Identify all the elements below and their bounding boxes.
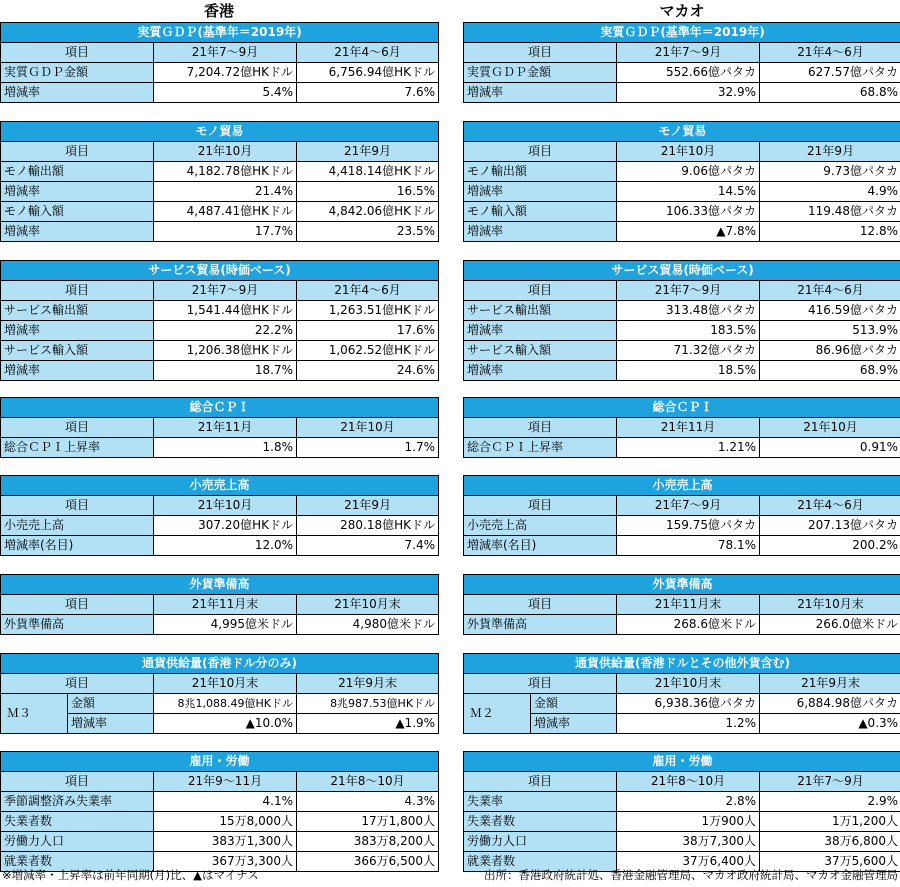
macao-cpi-table <box>463 397 900 458</box>
row-label: 外貨準備高 <box>464 615 617 635</box>
row-label: 失業率 <box>464 792 617 812</box>
macao-services-trade-table <box>463 260 900 381</box>
table-row <box>464 63 900 83</box>
row-label: サービス輸入額 <box>1 341 154 361</box>
table-row <box>464 182 900 202</box>
cell-value: 1,062.52億HKドル <box>297 341 439 361</box>
cell-value: 38万6,800人 <box>760 832 900 852</box>
column-header: 21年4～6月 <box>760 281 900 301</box>
row-label: 失業者数 <box>464 812 617 832</box>
table-row <box>1 615 439 635</box>
cell-value: 9.73億パタカ <box>760 162 900 182</box>
column-header: 21年10月 <box>760 418 900 438</box>
cell-value: 78.1% <box>617 536 760 556</box>
cell-value: 14.5% <box>617 182 760 202</box>
column-header: 21年4～6月 <box>760 496 900 516</box>
cell-value: 307.20億HKドル <box>154 516 297 536</box>
table-row <box>1 792 439 812</box>
table-row <box>1 361 439 381</box>
source-note: 出所：香港政府統計処、香港金融管理局、マカオ政府統計局、マカオ金融管理局 <box>484 868 898 882</box>
cell-value: 17.6% <box>297 321 439 341</box>
cell-value: 4,995億米ドル <box>154 615 297 635</box>
column-header: 21年11月 <box>154 418 297 438</box>
table-row <box>1 438 439 458</box>
row-label: 増減率 <box>1 182 154 202</box>
cell-value: 8兆987.53億HKドル <box>297 694 439 714</box>
column-header: 項目 <box>1 418 154 438</box>
cell-value: 106.33億パタカ <box>617 202 760 222</box>
table-row <box>1 341 439 361</box>
hong-kong-title: 香港 <box>203 2 234 20</box>
cell-value: 4,487.41億HKドル <box>154 202 297 222</box>
cell-value: 1.8% <box>154 438 297 458</box>
column-header: 21年7～9月 <box>617 281 760 301</box>
column-header: 項目 <box>464 496 617 516</box>
table-title: 外貨準備高 <box>1 575 439 595</box>
table-title: サービス貿易(時価ベース) <box>464 261 900 281</box>
cell-value: 6,938.36億パタカ <box>617 694 760 714</box>
row-label: 増減率 <box>464 182 617 202</box>
column-header: 21年10月 <box>617 142 760 162</box>
cell-value: 183.5% <box>617 321 760 341</box>
table-title: モノ貿易 <box>1 122 439 142</box>
cell-value: 552.66億パタカ <box>617 63 760 83</box>
cell-value: 0.91% <box>760 438 900 458</box>
cell-value: 86.96億パタカ <box>760 341 900 361</box>
column-header: 21年10月末 <box>297 595 439 615</box>
row-label: 増減率 <box>464 361 617 381</box>
table-row <box>1 812 439 832</box>
table-title: 実質ＧＤＰ(基準年＝2019年) <box>464 23 900 43</box>
row-label: 実質ＧＤＰ金額 <box>1 63 154 83</box>
column-header: 21年10月末 <box>760 595 900 615</box>
table-title: 雇用・労働 <box>464 752 900 772</box>
macao-reserves-table <box>463 574 900 635</box>
cell-value: 313.48億パタカ <box>617 301 760 321</box>
cell-value: 9.06億パタカ <box>617 162 760 182</box>
cell-value: 38万7,300人 <box>617 832 760 852</box>
column-header: 21年11月 <box>617 418 760 438</box>
hk-labor-table <box>0 751 439 872</box>
cell-value: ▲0.3% <box>760 714 900 734</box>
column-header: 21年10月 <box>154 142 297 162</box>
row-label: モノ輸出額 <box>464 162 617 182</box>
cell-value: 1万900人 <box>617 812 760 832</box>
table-title: 小売売上高 <box>464 476 900 496</box>
cell-value: 1.2% <box>617 714 760 734</box>
column-header: 21年10月 <box>154 496 297 516</box>
table-row <box>464 321 900 341</box>
column-header: 項目 <box>1 772 154 792</box>
column-header: 21年7～9月 <box>154 43 297 63</box>
macao-retail-table <box>463 475 900 556</box>
table-row <box>464 438 900 458</box>
hk-reserves-table <box>0 574 439 635</box>
cell-value: 280.18億HKドル <box>297 516 439 536</box>
table-row <box>1 301 439 321</box>
group-label: Ｍ３ <box>1 694 68 734</box>
column-header: 項目 <box>464 674 617 694</box>
group-label: Ｍ２ <box>464 694 531 734</box>
column-header: 項目 <box>1 674 154 694</box>
column-header: 項目 <box>1 496 154 516</box>
column-header: 項目 <box>464 142 617 162</box>
hk-services-trade-table <box>0 260 439 381</box>
hk-gdp-table <box>0 22 439 103</box>
cell-value: 366万6,500人 <box>297 852 439 872</box>
cell-value: 17.7% <box>154 222 297 242</box>
cell-value: 119.48億パタカ <box>760 202 900 222</box>
cell-value: 15万8,000人 <box>154 812 297 832</box>
cell-value: 200.2% <box>760 536 900 556</box>
cell-value: 2.9% <box>760 792 900 812</box>
cell-value: 4,418.14億HKドル <box>297 162 439 182</box>
cell-value: 2.8% <box>617 792 760 812</box>
table-row <box>1 321 439 341</box>
table-row <box>1 516 439 536</box>
macao-goods-trade-table <box>463 121 900 242</box>
column-header: 21年10月末 <box>154 674 297 694</box>
table-title: 総合ＣＰＩ <box>464 398 900 418</box>
cell-value: 21.4% <box>154 182 297 202</box>
table-row <box>464 694 900 714</box>
table-row <box>464 301 900 321</box>
cell-value: 6,884.98億パタカ <box>760 694 900 714</box>
cell-value: 37万6,400人 <box>617 852 760 872</box>
table-row <box>464 341 900 361</box>
column-header: 21年7～9月 <box>617 43 760 63</box>
column-header: 21年7～9月 <box>154 281 297 301</box>
hk-retail-table <box>0 475 439 556</box>
row-label: 小売売上高 <box>464 516 617 536</box>
table-row <box>464 536 900 556</box>
macao-title: マカオ <box>659 2 705 20</box>
cell-value: 71.32億パタカ <box>617 341 760 361</box>
column-header: 21年10月 <box>297 418 439 438</box>
column-header: 21年9月 <box>297 496 439 516</box>
row-label: サービス輸出額 <box>464 301 617 321</box>
cell-value: 1,206.38億HKドル <box>154 341 297 361</box>
cell-value: 513.9% <box>760 321 900 341</box>
row-label: 金額 <box>68 694 154 714</box>
cell-value: 383万8,200人 <box>297 832 439 852</box>
column-header: 21年10月末 <box>617 674 760 694</box>
cell-value: 17万1,800人 <box>297 812 439 832</box>
cell-value: 12.0% <box>154 536 297 556</box>
table-row <box>1 182 439 202</box>
column-header: 21年4～6月 <box>760 43 900 63</box>
cell-value: 7,204.72億HKドル <box>154 63 297 83</box>
column-header: 項目 <box>464 772 617 792</box>
table-row <box>1 83 439 103</box>
row-label: 増減率 <box>464 222 617 242</box>
column-header: 項目 <box>464 595 617 615</box>
row-label: モノ輸入額 <box>1 202 154 222</box>
cell-value: 8兆1,088.49億HKドル <box>154 694 297 714</box>
table-title: モノ貿易 <box>464 122 900 142</box>
cell-value: ▲1.9% <box>297 714 439 734</box>
cell-value: 7.4% <box>297 536 439 556</box>
cell-value: 16.5% <box>297 182 439 202</box>
table-row <box>464 792 900 812</box>
table-row <box>464 832 900 852</box>
footnote: ※増減率・上昇率は前年同期(月)比、▲はマイナス <box>2 868 259 882</box>
row-label: 金額 <box>531 694 617 714</box>
cell-value: ▲10.0% <box>154 714 297 734</box>
column-header: 21年11月末 <box>154 595 297 615</box>
row-label: 労働力人口 <box>1 832 154 852</box>
cell-value: 383万1,300人 <box>154 832 297 852</box>
row-label: 実質ＧＤＰ金額 <box>464 63 617 83</box>
table-row <box>1 832 439 852</box>
row-label: 増減率 <box>68 714 154 734</box>
cell-value: 4,980億米ドル <box>297 615 439 635</box>
macao-money-supply-table <box>463 653 900 734</box>
column-header: 21年9月末 <box>760 674 900 694</box>
macao-labor-table <box>463 751 900 872</box>
cell-value: 4.1% <box>154 792 297 812</box>
row-label: 増減率 <box>1 321 154 341</box>
cell-value: 627.57億パタカ <box>760 63 900 83</box>
hk-money-supply-table <box>0 653 439 734</box>
column-header: 21年9月 <box>297 142 439 162</box>
row-label: 労働力人口 <box>464 832 617 852</box>
table-row <box>464 812 900 832</box>
column-header: 21年7～9月 <box>617 496 760 516</box>
column-header: 項目 <box>1 43 154 63</box>
row-label: 小売売上高 <box>1 516 154 536</box>
cell-value: 5.4% <box>154 83 297 103</box>
table-title: 外貨準備高 <box>464 575 900 595</box>
table-row <box>1 63 439 83</box>
column-header: 21年8～10月 <box>297 772 439 792</box>
table-title: 小売売上高 <box>1 476 439 496</box>
row-label: 外貨準備高 <box>1 615 154 635</box>
row-label: 総合ＣＰＩ上昇率 <box>464 438 617 458</box>
cell-value: 207.13億パタカ <box>760 516 900 536</box>
cell-value: 268.6億米ドル <box>617 615 760 635</box>
cell-value: 37万5,600人 <box>760 852 900 872</box>
cell-value: 1.7% <box>297 438 439 458</box>
row-label: モノ輸出額 <box>1 162 154 182</box>
cell-value: 68.8% <box>760 83 900 103</box>
row-label: 増減率 <box>1 361 154 381</box>
table-title: 通貨供給量(香港ドルとその他外貨含む) <box>464 654 900 674</box>
column-header: 項目 <box>1 142 154 162</box>
cell-value: 416.59億パタカ <box>760 301 900 321</box>
table-title: 雇用・労働 <box>1 752 439 772</box>
cell-value: 1万1,200人 <box>760 812 900 832</box>
row-label: 増減率 <box>1 222 154 242</box>
row-label: 増減率 <box>1 83 154 103</box>
table-row <box>1 202 439 222</box>
row-label: 増減率 <box>531 714 617 734</box>
cell-value: 6,756.94億HKドル <box>297 63 439 83</box>
column-header: 21年9月 <box>760 142 900 162</box>
cell-value: 367万3,300人 <box>154 852 297 872</box>
row-label: 失業者数 <box>1 812 154 832</box>
cell-value: 32.9% <box>617 83 760 103</box>
row-label: 季節調整済み失業率 <box>1 792 154 812</box>
cell-value: ▲7.8% <box>617 222 760 242</box>
column-header: 項目 <box>464 281 617 301</box>
column-header: 項目 <box>464 418 617 438</box>
cell-value: 22.2% <box>154 321 297 341</box>
row-label: 増減率 <box>464 83 617 103</box>
cell-value: 159.75億パタカ <box>617 516 760 536</box>
cell-value: 4,842.06億HKドル <box>297 202 439 222</box>
cell-value: 4,182.78億HKドル <box>154 162 297 182</box>
cell-value: 18.5% <box>617 361 760 381</box>
column-header: 21年9～11月 <box>154 772 297 792</box>
cell-value: 7.6% <box>297 83 439 103</box>
column-header: 項目 <box>1 281 154 301</box>
row-label: 就業者数 <box>1 852 154 872</box>
cell-value: 68.9% <box>760 361 900 381</box>
table-row <box>464 615 900 635</box>
table-row <box>464 202 900 222</box>
hk-goods-trade-table <box>0 121 439 242</box>
table-row <box>1 536 439 556</box>
column-header: 項目 <box>464 43 617 63</box>
cell-value: 12.8% <box>760 222 900 242</box>
table-row <box>1 694 439 714</box>
cell-value: 266.0億米ドル <box>760 615 900 635</box>
cell-value: 1.21% <box>617 438 760 458</box>
column-header: 21年11月末 <box>617 595 760 615</box>
macao-gdp-table <box>463 22 900 103</box>
table-title: 総合ＣＰＩ <box>1 398 439 418</box>
table-row <box>464 516 900 536</box>
column-header: 21年4～6月 <box>297 281 439 301</box>
table-title: サービス貿易(時価ベース) <box>1 261 439 281</box>
hk-cpi-table <box>0 397 439 458</box>
cell-value: 4.3% <box>297 792 439 812</box>
row-label: モノ輸入額 <box>464 202 617 222</box>
column-header: 項目 <box>1 595 154 615</box>
cell-value: 24.6% <box>297 361 439 381</box>
cell-value: 4.9% <box>760 182 900 202</box>
row-label: 増減率(名目) <box>1 536 154 556</box>
column-header: 21年9月末 <box>297 674 439 694</box>
table-row <box>1 162 439 182</box>
column-header: 21年7～9月 <box>760 772 900 792</box>
row-label: 総合ＣＰＩ上昇率 <box>1 438 154 458</box>
cell-value: 1,541.44億HKドル <box>154 301 297 321</box>
cell-value: 1,263.51億HKドル <box>297 301 439 321</box>
row-label: サービス輸入額 <box>464 341 617 361</box>
table-row <box>464 361 900 381</box>
table-row <box>1 222 439 242</box>
column-header: 21年4～6月 <box>297 43 439 63</box>
row-label: 就業者数 <box>464 852 617 872</box>
row-label: 増減率 <box>464 321 617 341</box>
table-title: 実質ＧＤＰ(基準年＝2019年) <box>1 23 439 43</box>
row-label: 増減率(名目) <box>464 536 617 556</box>
row-label: サービス輸出額 <box>1 301 154 321</box>
table-row <box>464 222 900 242</box>
table-row <box>464 162 900 182</box>
cell-value: 23.5% <box>297 222 439 242</box>
table-title: 通貨供給量(香港ドル分のみ) <box>1 654 439 674</box>
column-header: 21年8～10月 <box>617 772 760 792</box>
table-row <box>464 83 900 103</box>
cell-value: 18.7% <box>154 361 297 381</box>
